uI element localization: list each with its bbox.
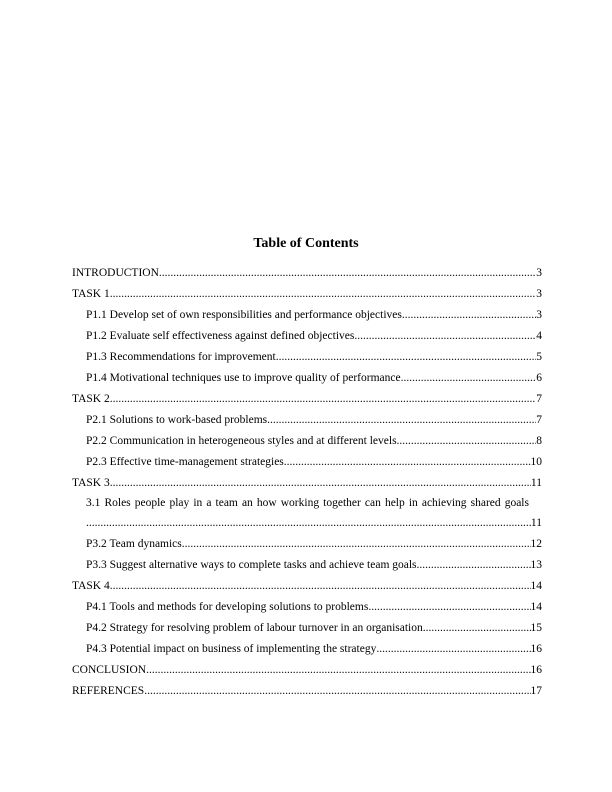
toc-entry-page: 11 (530, 517, 542, 529)
toc-leader (401, 368, 537, 389)
toc-entry-p2-2[interactable] (72, 431, 542, 452)
toc-entry-page: 16 (530, 664, 542, 676)
toc-leader (110, 473, 531, 494)
toc-leader (284, 452, 531, 473)
toc-leader (110, 284, 537, 305)
toc-entry-p3-2[interactable] (72, 534, 542, 555)
toc-entry-p3-3[interactable] (72, 555, 542, 576)
toc-entry-label: P1.2 Evaluate self effectiveness against defined objectives (86, 330, 355, 342)
toc-entry-label: P2.2 Communication in heterogeneous styles and at different levels (86, 435, 397, 447)
toc-entry-label: P3.2 Team dynamics (86, 538, 182, 550)
toc-entry-p1-1[interactable] (72, 305, 542, 326)
toc-entry-page: 7 (536, 414, 542, 426)
toc-entry-label: P1.3 Recommendations for improvement (86, 351, 276, 363)
toc-entry-label: REFERENCES (72, 685, 145, 697)
toc-entry-page: 7 (536, 393, 542, 405)
toc-entry-task-4[interactable] (72, 576, 542, 597)
toc-entry-task-3[interactable] (72, 473, 542, 494)
toc-entry-label: P1.1 Develop set of own responsibilities and performance objectives (86, 309, 402, 321)
toc-leader (423, 618, 531, 639)
toc-leader (276, 347, 537, 368)
toc-entry-p2-1[interactable] (72, 410, 542, 431)
toc-leader (182, 534, 531, 555)
toc-entry-label: TASK 4 (72, 580, 110, 592)
toc-entry-3-1[interactable] (72, 494, 542, 513)
toc-entry-page: 14 (530, 601, 542, 613)
toc-entry-page: 10 (530, 456, 542, 468)
toc-leader (144, 681, 530, 702)
toc-entry-label: P1.4 Motivational techniques use to improve quality of performance (86, 372, 401, 384)
toc-entry-label: CONCLUSION (72, 664, 147, 676)
toc-entry-3-1-continuation[interactable] (72, 513, 542, 534)
toc-entry-label: P4.1 Tools and methods for developing solutions to problems (86, 601, 369, 613)
toc-entry-label: P3.3 Suggest alternative ways to complete tasks and achieve team goals (86, 559, 417, 571)
toc-entry-page: 5 (536, 351, 542, 363)
toc-entry-page: 15 (530, 622, 542, 634)
toc-entry-task-2[interactable] (72, 389, 542, 410)
toc-leader (159, 263, 536, 284)
toc-entry-page: 3 (536, 309, 542, 321)
toc-entry-p4-2[interactable] (72, 618, 542, 639)
toc-entry-page: 3 (536, 267, 542, 279)
toc-entry-label: TASK 3 (72, 477, 110, 489)
toc-entry-page: 6 (536, 372, 542, 384)
toc-leader (397, 431, 537, 452)
toc-entry-label: TASK 2 (72, 393, 110, 405)
toc-entry-label: INTRODUCTION (72, 267, 159, 279)
toc-entry-p4-1[interactable] (72, 597, 542, 618)
toc-entry-page: 13 (530, 559, 542, 571)
toc-entry-label: P2.3 Effective time-management strategies (86, 456, 284, 468)
toc-entry-page: 11 (530, 477, 542, 489)
toc-entry-references[interactable] (72, 681, 542, 702)
toc-entry-label: 3.1 Roles people play in a team an how working together can help in achieving shared goals (86, 497, 529, 509)
toc-entry-label: P4.2 Strategy for resolving problem of labour turnover in an organisation (86, 622, 423, 634)
toc-entry-task-1[interactable] (72, 284, 542, 305)
toc-leader (110, 576, 531, 597)
toc-leader (267, 410, 536, 431)
toc-leader (354, 326, 536, 347)
toc-entry-conclusion[interactable] (72, 660, 542, 681)
toc-title: Table of Contents (253, 236, 359, 251)
toc-entry-p2-3[interactable] (72, 452, 542, 473)
toc-entry-page: 12 (530, 538, 542, 550)
toc-entry-introduction[interactable] (72, 263, 542, 284)
toc-entry-label: P2.1 Solutions to work-based problems (86, 414, 268, 426)
toc-entry-p1-2[interactable] (72, 326, 542, 347)
toc-entry-p1-3[interactable] (72, 347, 542, 368)
toc-leader (86, 513, 531, 534)
toc-entry-page: 16 (530, 643, 542, 655)
toc-entry-page: 8 (536, 435, 542, 447)
toc-entry-p4-3[interactable] (72, 639, 542, 660)
toc-entry-page: 14 (530, 580, 542, 592)
toc-entry-label: P4.3 Potential impact on business of implementing the strategy (86, 643, 377, 655)
toc-leader (146, 660, 530, 681)
toc-entry-page: 3 (536, 288, 542, 300)
toc-leader (417, 555, 531, 576)
toc-entry-p1-4[interactable] (72, 368, 542, 389)
table-of-contents (72, 263, 542, 702)
toc-leader (376, 639, 530, 660)
toc-entry-page: 4 (536, 330, 542, 342)
toc-leader (368, 597, 530, 618)
toc-leader (110, 389, 537, 410)
toc-leader (402, 305, 536, 326)
toc-entry-label: TASK 1 (72, 288, 110, 300)
toc-entry-page: 17 (530, 685, 542, 697)
